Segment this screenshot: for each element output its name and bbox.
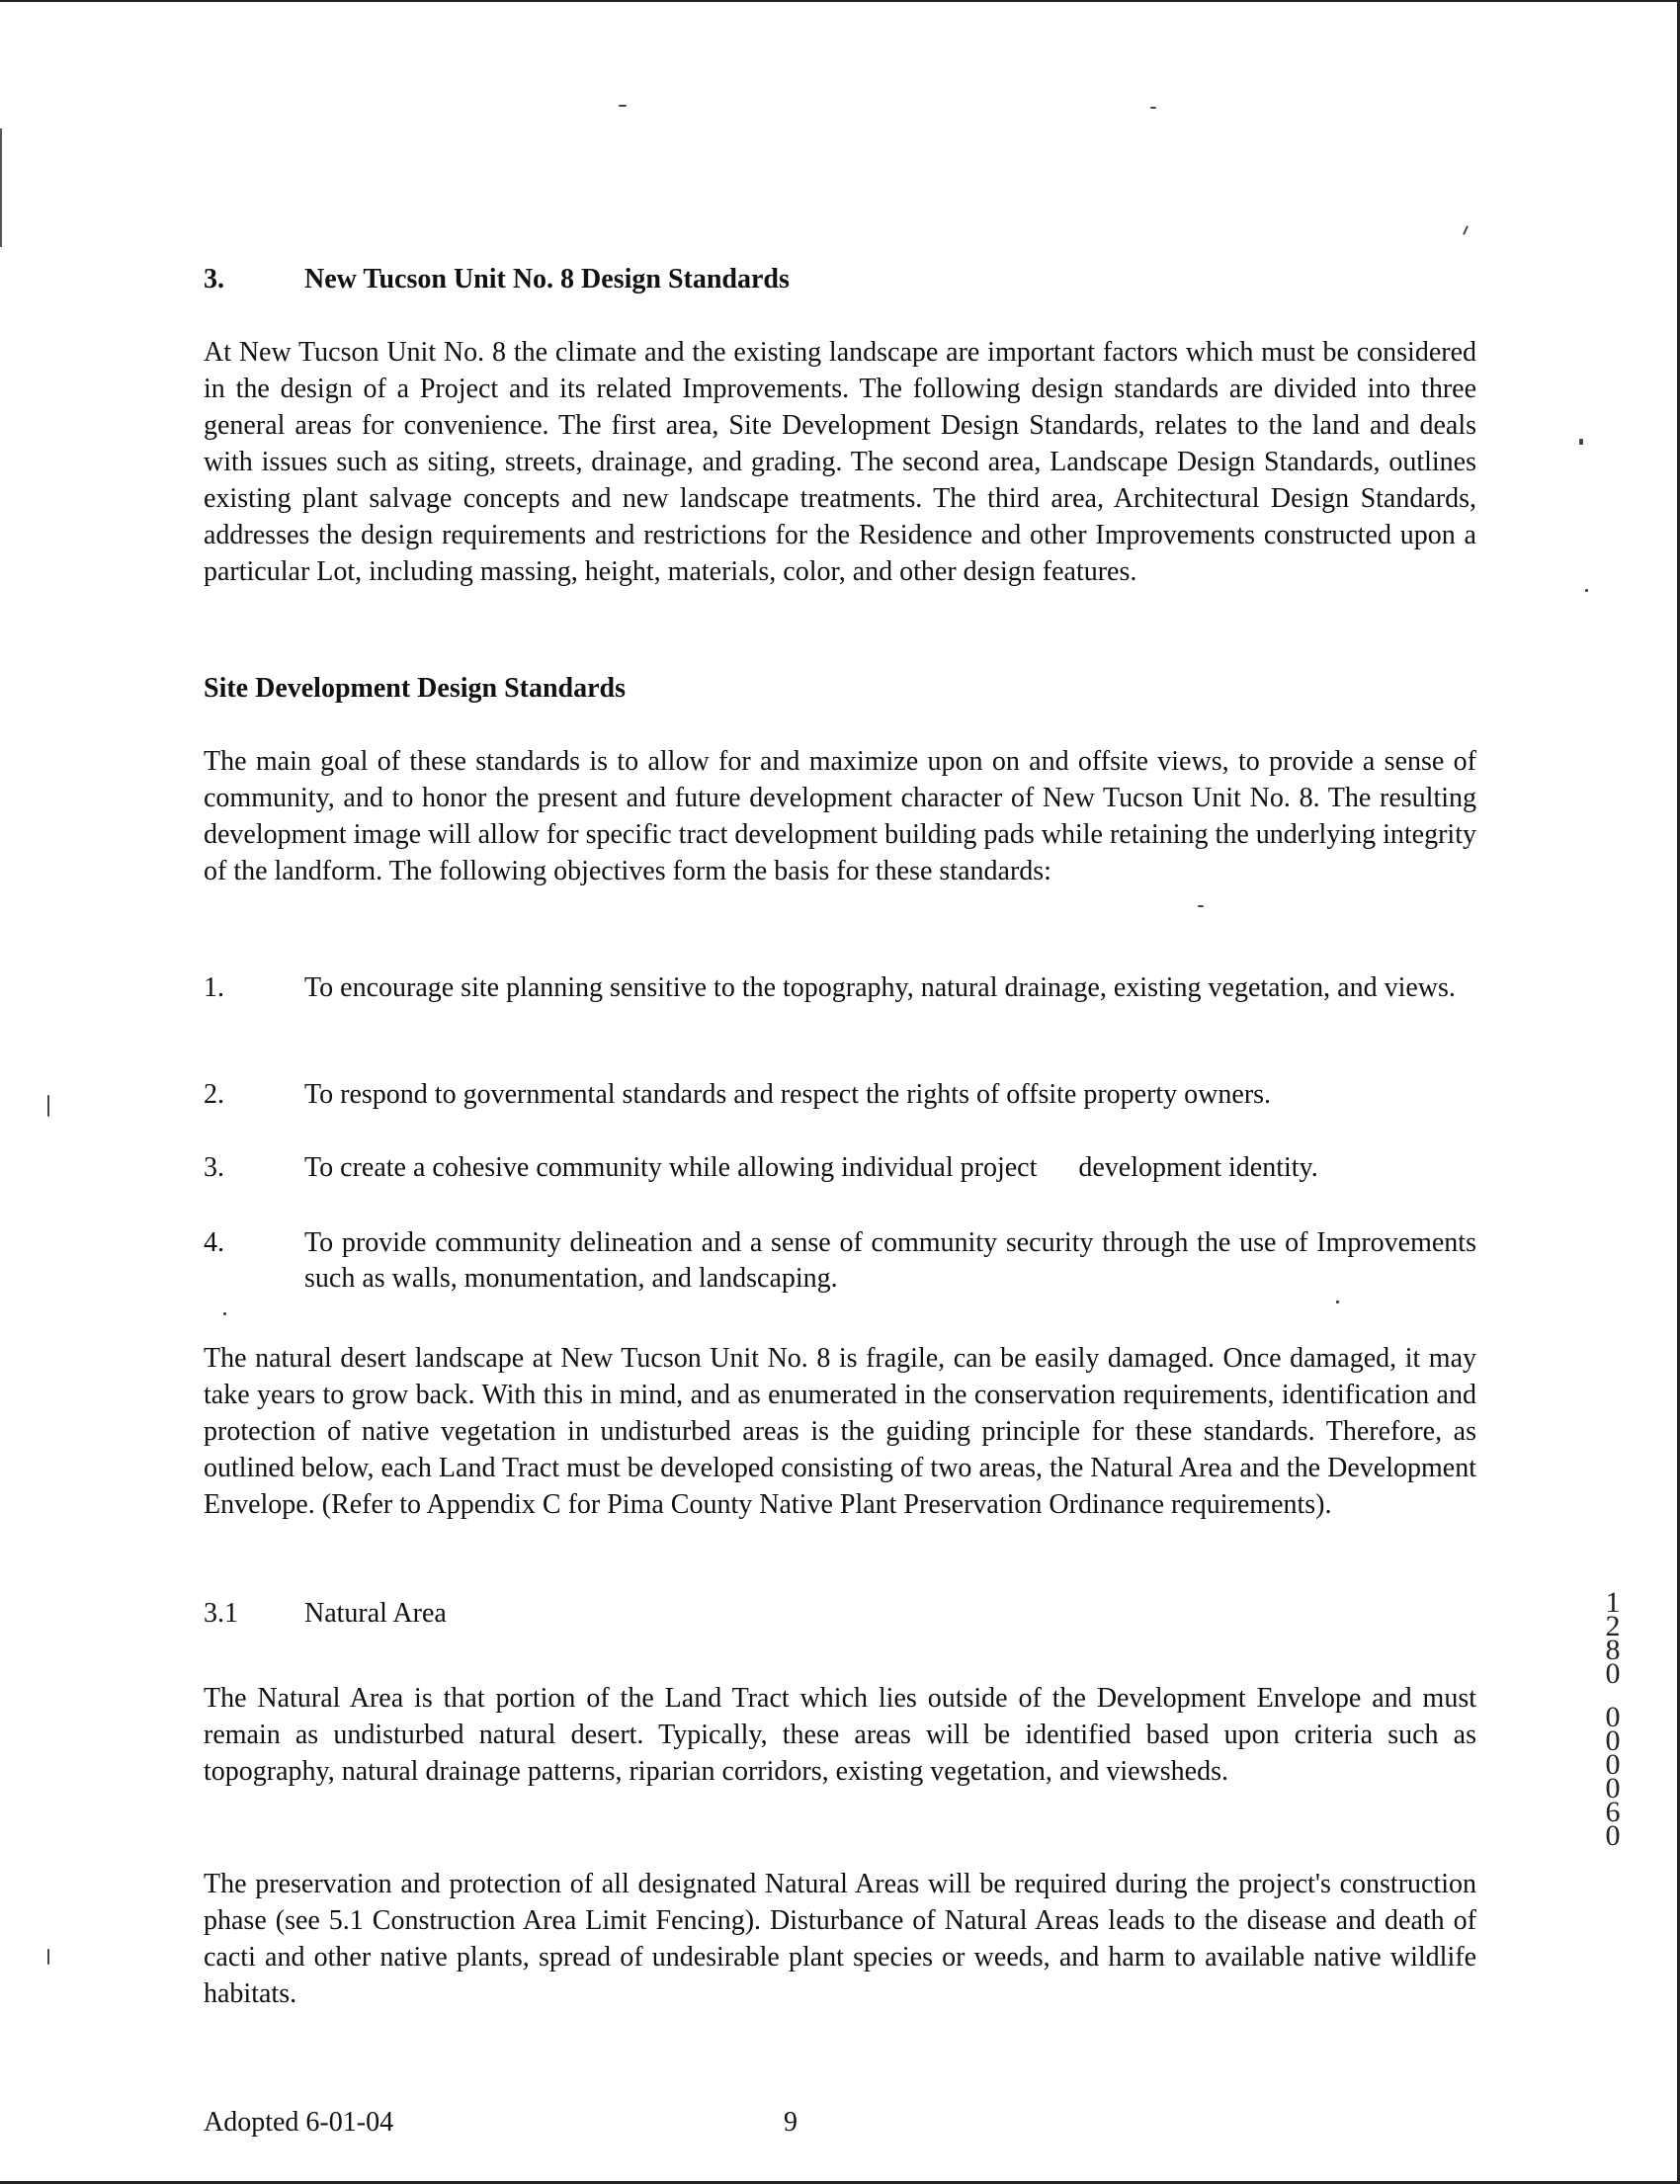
scan-speck [1463, 225, 1469, 235]
page-number: 9 [784, 2107, 798, 2138]
adopted-date: Adopted 6-01-04 [204, 2107, 394, 2138]
scan-speck [47, 1949, 49, 1965]
natural-area-protection-paragraph: The preservation and protection of all designated Natural Areas will be required during the project's construction phase (see 5.1 Construction Area Limit Fencing). Disturbance of Natural Areas leads to the disease and death of cacti and other native plants, spread of undesirable plant species or weeds, and harm to available native wildlife habitats. [204, 1869, 1476, 2009]
margin-code-digit: 0 [1605, 1819, 1621, 1852]
margin-code-digit: 0 [1605, 1657, 1621, 1690]
site-development-intro: The main goal of these standards is to allow for and maximize upon on and offsite views, to provide a sense of community, and to honor the present and future development character of New Tucson Unit No. 8. The resulting development image will allow for specific tract development building pads while retaining the underlying integrity of the landform. The following objectives form the basis for these standards: [204, 746, 1476, 886]
scan-speck [619, 105, 627, 107]
margin-code-digit: 1 [1605, 1586, 1621, 1619]
scan-speck [223, 1312, 226, 1315]
scan-edge-mark [0, 128, 2, 247]
margin-code-digit: 2 [1605, 1610, 1621, 1642]
objective-number: 3. [204, 1152, 224, 1183]
margin-code-digit: 0 [1605, 1748, 1621, 1781]
scan-speck [1198, 905, 1204, 907]
natural-area-paragraph: The Natural Area is that portion of the Land Tract which lies outside of the Development Envelope and must remain as undisturbed natural desert. Typically, these areas will be identified based upon criteria such as topography, natural drainage patterns, riparian corridors, existing vegetation, and viewsheds. [204, 1683, 1476, 1787]
desert-landscape-paragraph: The natural desert landscape at New Tucson Unit No. 8 is fragile, can be easily damaged. Once damaged, it may take years to grow back. With this in mind, and as enumerated in the conservation requirements, identification and protection of native vegetation in undisturbed areas is the guiding principle for these standards. Therefore, as outlined below, each Land Tract must be developed consisting of two areas, the Natural Area and the Development Envelope. (Refer to Appendix C for Pima County Native Plant Preservation Ordinance requirements). [204, 1343, 1476, 1520]
objective-text: To respond to governmental standards and respect the rights of offsite property owners. [304, 1079, 1272, 1110]
scan-speck [1579, 439, 1583, 445]
page-border-top [0, 0, 1680, 2]
objective-number: 2. [204, 1079, 224, 1110]
margin-document-code [1595, 1586, 1631, 1852]
scan-speck [1150, 107, 1156, 109]
scan-speck [1336, 1301, 1339, 1303]
margin-code-digit: 0 [1605, 1724, 1621, 1757]
section-number: 3. [204, 264, 224, 294]
objective-number: 1. [204, 972, 224, 1003]
objective-text: To create a cohesive community while allowing individual project development identity. [304, 1152, 1318, 1183]
section-title: New Tucson Unit No. 8 Design Standards [304, 264, 790, 294]
site-development-heading: Site Development Design Standards [204, 673, 627, 704]
subsection-number: 3.1 [204, 1598, 238, 1629]
objective-text: To provide community delineation and a sense of community security through the use of Improvements such as walls, monumentation, and landscaping. [304, 1227, 1476, 1294]
scan-speck [47, 1095, 49, 1117]
objective-text: To encourage site planning sensitive to the topography, natural drainage, existing vegetation, and views. [304, 972, 1456, 1003]
scan-speck [1585, 589, 1588, 592]
margin-code-digit: 0 [1605, 1701, 1621, 1733]
margin-code-digit: 6 [1605, 1796, 1621, 1828]
margin-code-digit: 8 [1605, 1634, 1621, 1666]
objective-number: 4. [204, 1227, 224, 1258]
margin-code-digit: 0 [1605, 1772, 1621, 1805]
subsection-title: Natural Area [304, 1598, 447, 1629]
section-intro-paragraph: At New Tucson Unit No. 8 the climate and the existing landscape are important factors which must be considered in the design of a Project and its related Improvements. The following design standards are divided into three general areas for convenience. The first area, Site Development Design Standards, relates to the land and deals with issues such as siting, streets, drainage, and grading. The second area, Landscape Design Standards, outlines existing plant salvage concepts and new landscape treatments. The third area, Architectural Design Standards, addresses the design requirements and restrictions for the Residence and other Improvements constructed upon a particular Lot, including massing, height, materials, color, and other design features. [204, 337, 1476, 587]
